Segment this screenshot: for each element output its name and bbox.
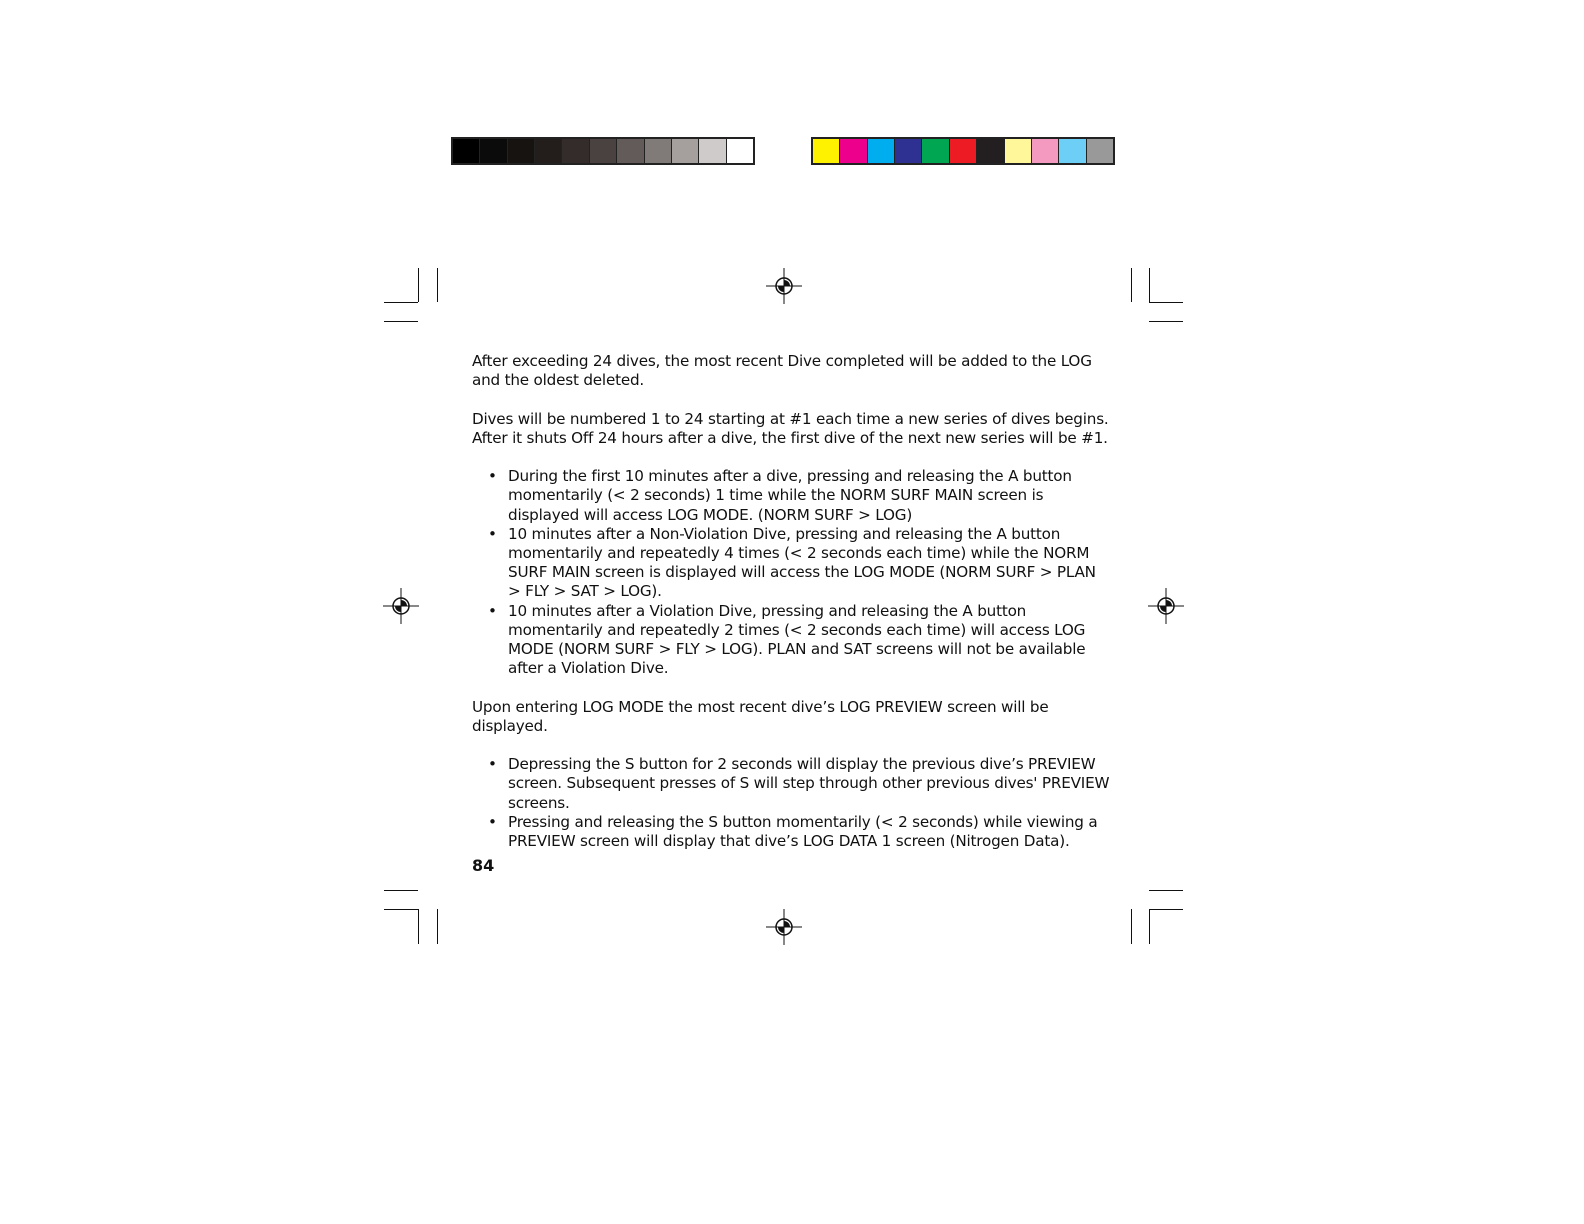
color-swatch: [727, 139, 753, 163]
crop-mark: [1149, 890, 1183, 891]
crop-mark: [384, 890, 418, 891]
crop-mark: [384, 909, 418, 910]
list-item: • During the first 10 minutes after a dive, pressing and releasing the A button momentarily (< 2 seconds) 1 time while the NORM SURF MAIN screen is displayed will access LOG MODE. (NORM SURF > LOG): [508, 467, 1112, 525]
crop-mark: [384, 302, 418, 303]
bullet-list: [472, 755, 1112, 851]
crop-mark: [418, 909, 419, 944]
color-swatch: [868, 139, 895, 163]
color-swatch: [1032, 139, 1059, 163]
list-item: • Pressing and releasing the S button momentarily (< 2 seconds) while viewing a PREVIEW screen will display that dive’s LOG DATA 1 screen (Nitrogen Data).: [508, 813, 1112, 851]
registration-mark-icon: [766, 268, 802, 304]
color-swatch: [922, 139, 949, 163]
bullet-list: [472, 467, 1112, 678]
color-swatch: [453, 139, 480, 163]
crop-mark: [418, 268, 419, 302]
color-swatch: [1087, 139, 1113, 163]
list-item: • Depressing the S button for 2 seconds will display the previous dive’s PREVIEW screen. Subsequent presses of S will step through other previous dives' PREVIEW screens.: [508, 755, 1112, 813]
paragraph-line: Dives will be numbered 1 to 24 starting at #1 each time a new series of dives begins.: [472, 409, 1109, 428]
crop-mark: [437, 909, 438, 944]
registration-mark-icon: [766, 909, 802, 945]
body-text: [472, 352, 1112, 870]
color-swatch: [508, 139, 535, 163]
color-swatch: [562, 139, 589, 163]
color-swatch: [977, 139, 1004, 163]
crop-mark: [1149, 321, 1183, 322]
color-swatch: [1059, 139, 1086, 163]
grayscale-calibration-bar: [451, 137, 755, 165]
color-swatch: [645, 139, 672, 163]
color-swatch: [480, 139, 507, 163]
paragraph: Upon entering LOG MODE the most recent dive’s LOG PREVIEW screen will be displayed.: [472, 697, 1049, 735]
crop-mark: [1131, 909, 1132, 944]
registration-mark-icon: [1148, 588, 1184, 624]
paragraph: After exceeding 24 dives, the most recent Dive completed will be added to the LOG and the oldest deleted.: [472, 352, 1092, 390]
list-item: • 10 minutes after a Non-Violation Dive, pressing and releasing the A button momentarily and repeatedly 4 times (< 2 seconds each time) while the NORM SURF MAIN screen is displayed will access the LOG MODE (NORM SURF > PLAN > FLY > SAT > LOG).: [508, 525, 1112, 602]
crop-mark: [1149, 302, 1183, 303]
color-swatch: [699, 139, 726, 163]
color-swatch: [950, 139, 977, 163]
registration-mark-icon: [383, 588, 419, 624]
crop-mark: [1131, 268, 1132, 302]
color-swatch: [840, 139, 867, 163]
crop-mark: [1149, 909, 1183, 910]
color-swatch: [813, 139, 840, 163]
crop-mark: [1149, 268, 1150, 302]
color-calibration-bar: [811, 137, 1115, 165]
crop-mark: [384, 321, 418, 322]
paragraph: [472, 410, 1112, 448]
crop-mark: [1149, 909, 1150, 944]
color-swatch: [590, 139, 617, 163]
color-swatch: [617, 139, 644, 163]
page-number: 84: [472, 856, 495, 875]
color-swatch: [895, 139, 922, 163]
color-swatch: [535, 139, 562, 163]
color-swatch: [1005, 139, 1032, 163]
color-swatch: [672, 139, 699, 163]
list-item: • 10 minutes after a Violation Dive, pressing and releasing the A button momentarily and repeatedly 2 times (< 2 seconds each time) will access LOG MODE (NORM SURF > FLY > LOG). PLAN and SAT screens will not be available after a Violation Dive.: [508, 602, 1112, 679]
paragraph-line: After it shuts Off 24 hours after a dive, the first dive of the next new series will be #1.: [472, 428, 1108, 447]
crop-mark: [437, 268, 438, 302]
